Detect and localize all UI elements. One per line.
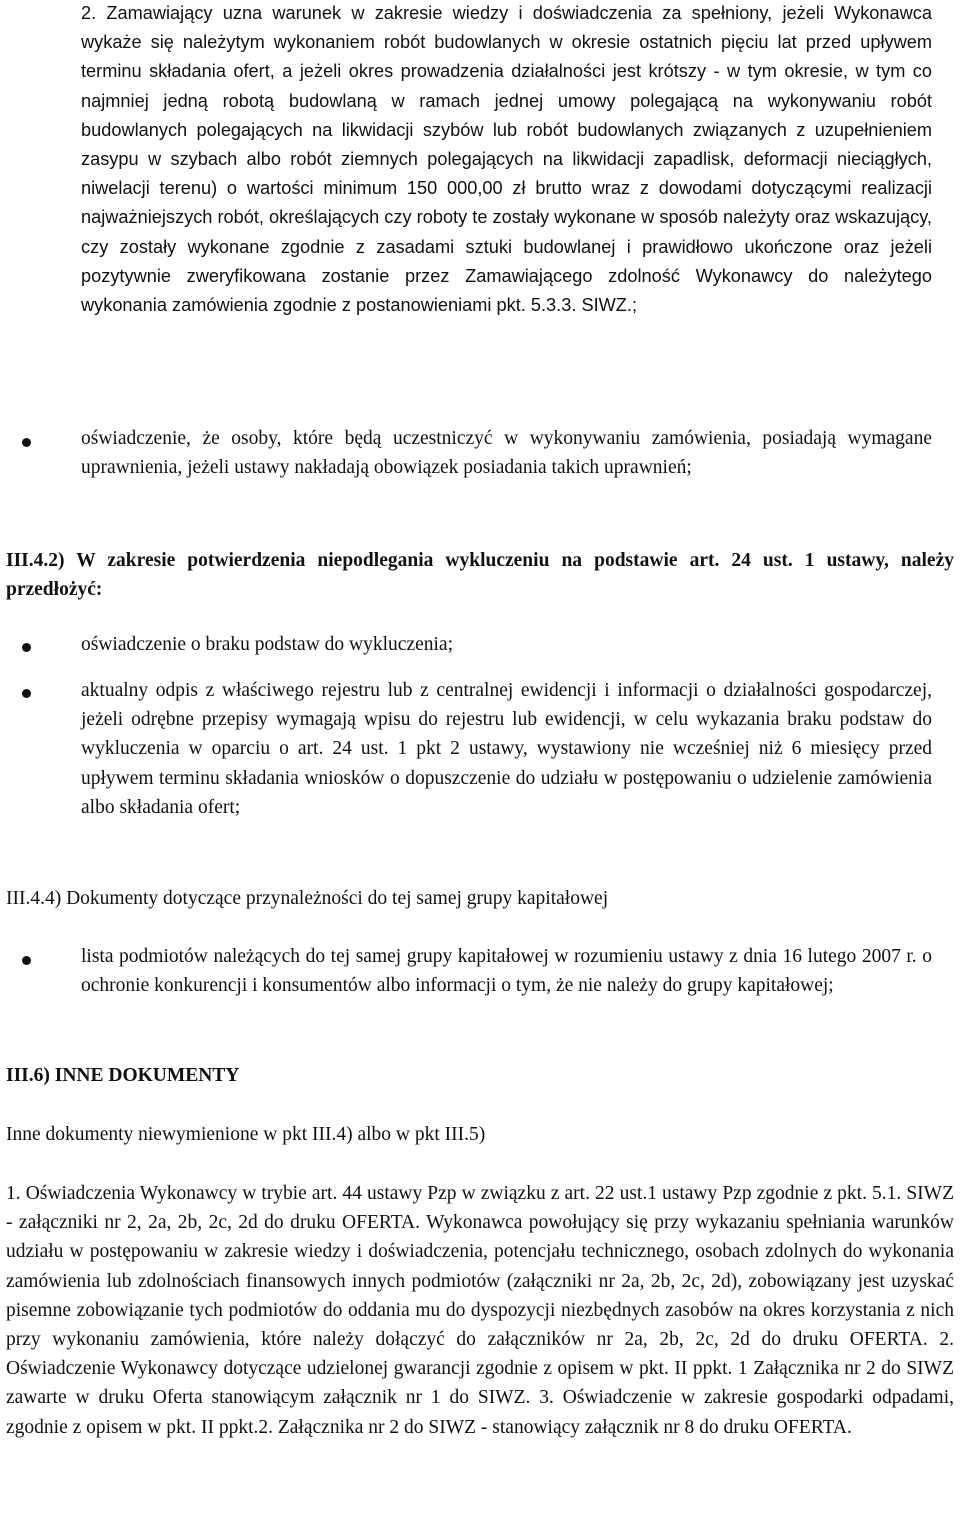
- heading-section-iii-4-2: III.4.2) W zakresie potwierdzenia niepodlegania wykluczeniu na podstawie art. 24 ust. 1 ustawy, należy przedłożyć:: [6, 550, 954, 601]
- paragraph-experience-condition: 2. Zamawiający uzna warunek w zakresie wiedzy i doświadczenia za spełniony, jeżeli Wykonawca wykaże się należytym wykonaniem robót budowlanych w okresie ostatnich pięciu lat przed upływem terminu składania ofert, a jeżeli okres prowadzenia działalności jest krótszy - w tym okresie, w tym co najmniej jedną robotą budowlaną w ramach jednej umowy polegającą na wykonywaniu robót budowlanych polegających na likwidacji szybów lub robót budowlanych związanych z uzupełnieniem zasypu w szybach albo robót ziemnych polegających na likwidacji zapadlisk, deformacji nieciągłych, niwelacji terenu) o wartości minimum 150 000,00 zł brutto wraz z dowodami dotyczącymi realizacji najważniejszych robót, określających czy roboty te zostały wykonane w sposób należyty oraz wskazujący, czy zostały wykonane zgodnie z zasadami sztuki budowlanej i prawidłowo ukończone oraz jeżeli pozytywnie zweryfikowana zostanie przez Zamawiającego zdolność Wykonawcy do należytego wykonania zamówienia zgodnie z postanowieniami pkt. 5.3.3. SIWZ.;: [81, 3, 932, 316]
- bullet-dot: [22, 956, 31, 965]
- bullet-dot: [22, 438, 31, 447]
- bullet-dot: [22, 689, 31, 698]
- heading-section-iii-4-4: III.4.4) Dokumenty dotyczące przynależności do tej samej grupy kapitałowej: [6, 888, 609, 909]
- paragraph-contractor-statements: 1. Oświadczenia Wykonawcy w trybie art. 44 ustawy Pzp w związku z art. 22 ust.1 ustawy Pzp zgodnie z pkt. 5.1. SIWZ - załączniki nr 2, 2a, 2b, 2c, 2d do druku OFERTA. Wykonawca powołujący się przy wykazaniu spełniania warunków udziału w postępowaniu w zakresie wiedzy i doświadczenia, potencjału technicznego, osobach zdolnych do wykonania zamówienia lub zdolnościach finansowych innych podmiotów (załączniki nr 2a, 2b, 2c, 2d), zobowiązany jest uzyskać pisemne zobowiązanie tych podmiotów do oddania mu do dyspozycji niezbędnych zasobów na okres korzystania z nich przy wykonaniu zamówienia, które należy dołączyć do załączników nr 2a, 2b, 2c, 2d do druku OFERTA. 2. Oświadczenie Wykonawcy dotyczące udzielonej gwarancji zgodnie z opisem w pkt. II ppkt. 1 Załącznika nr 2 do SIWZ zawarte w druku Oferta stanowiącym załącznik nr 1 do SIWZ. 3. Oświadczenie w zakresie gospodarki odpadami, zgodnie z opisem w pkt. II ppkt.2. Załącznika nr 2 do SIWZ - stanowiący załącznik nr 8 do druku OFERTA.: [6, 1183, 954, 1438]
- bullet-item-no-exclusion-statement: oświadczenie o braku podstaw do wykluczenia;: [81, 634, 454, 655]
- bullet-item-personnel-statement: oświadczenie, że osoby, które będą uczestniczyć w wykonywaniu zamówienia, posiadają wymagane uprawnienia, jeżeli ustawy nakładają obowiązek posiadania takich uprawnień;: [81, 428, 932, 479]
- paragraph-other-documents: Inne dokumenty niewymienione w pkt III.4) albo w pkt III.5): [6, 1124, 486, 1145]
- bullet-item-capital-group-list: lista podmiotów należących do tej samej grupy kapitałowej w rozumieniu ustawy z dnia 16 lutego 2007 r. o ochronie konkurencji i konsumentów albo informacji o tym, że nie należy do grupy kapitałowej;: [81, 946, 932, 997]
- bullet-dot: [22, 643, 31, 652]
- heading-section-iii-6: III.6) INNE DOKUMENTY: [6, 1065, 240, 1086]
- bullet-item-register-excerpt: aktualny odpis z właściwego rejestru lub z centralnej ewidencji i informacji o działalności gospodarczej, jeżeli odrębne przepisy wymagają wpisu do rejestru lub ewidencji, w celu wykazania braku podstaw do wykluczenia w oparciu o art. 24 ust. 1 pkt 2 ustawy, wystawiony nie wcześniej niż 6 miesięcy przed upływem terminu składania wniosków o dopuszczenie do udziału w postępowaniu o udzielenie zamówienia albo składania ofert;: [81, 680, 932, 818]
